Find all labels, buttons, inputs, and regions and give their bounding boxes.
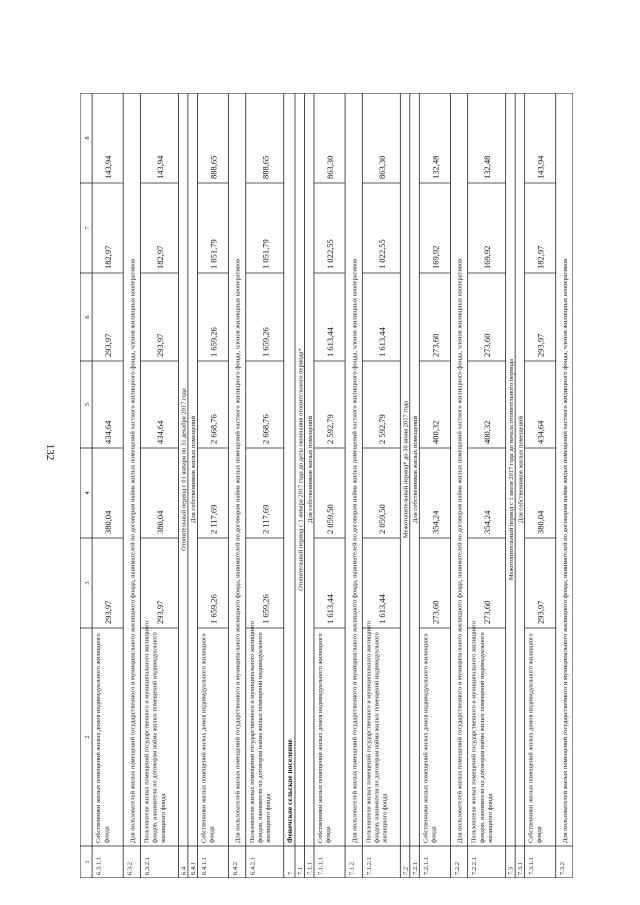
table-row [304,415,313,875]
table-row [419,156,450,875]
table-row [468,156,506,875]
table-header-row [80,136,92,863]
table-row [362,156,400,875]
row-description: Собственники жилых помещений жилых домов индивидуального жилищного [95,633,103,843]
group-description: Для пользователей жилых помещений государственного и муниципального жилищного фонда, нанимателей по договорам найма жилых помещений частного жилищного фонда, членов жилищных кооперативов [561,258,569,843]
header-cell: 4 [84,491,92,495]
value-cell: 293,97 [154,600,165,624]
table-row [400,401,409,875]
row-code: 7.1.1 [306,862,314,875]
value-cell: 380,04 [154,510,165,534]
table-row [450,259,467,875]
row-description: Собственники жилых помещений жилых домов индивидуального жилищного [527,633,535,843]
table-row [515,415,524,875]
value-cell: 293,97 [103,600,114,624]
value-cell: 434,64 [154,420,165,444]
value-cell: 2 059,50 [376,504,387,534]
row-description: фонда [535,826,543,843]
row-code: 7.1.2.1 [365,857,373,875]
table-row [314,156,345,875]
row-code: 6.4.1.1 [200,857,208,875]
page-number: 132 [44,443,56,461]
value-cell: 1 613,44 [376,594,387,624]
table-row [295,348,304,875]
row-code: 7.3.2 [559,862,567,875]
row-description: Пользователи жилых помещений государственного и муниципального жилищного [365,621,373,843]
value-cell: 863,30 [376,155,387,179]
value-cell: 863,30 [325,155,336,179]
row-description: фондов, наниматели по договорам найма жилых помещений индивидуального [256,632,264,843]
section-heading: Для собственников жилых помещений [517,416,525,523]
value-cell: 293,97 [535,600,546,624]
value-cell: 182,97 [103,245,114,269]
table-row [345,259,362,875]
header-cell: 2 [84,735,92,739]
table-row [178,388,187,875]
value-cell: 143,94 [103,155,114,179]
row-code: 7 [287,871,295,875]
row-description: фондов, наниматели по договорам найма жилых помещений индивидуального [373,632,381,843]
value-cell: 132,48 [430,155,441,179]
section-heading: Межотопительный период* до 30 июня 2017 года [402,400,410,539]
row-description: фондов, наниматели по договорам найма жилых помещений индивидуального [151,632,159,843]
value-cell: 400,32 [482,420,493,444]
row-description: Собственники жилых помещений жилых домов индивидуального жилищного [422,633,430,843]
value-cell: 293,97 [103,333,114,357]
header-cell: 7 [84,226,92,230]
value-cell: 1 659,26 [260,327,271,357]
value-cell: 1 022,55 [325,239,336,269]
section-heading: Для собственников жилых помещений [190,416,198,523]
row-description: фонда [325,826,333,843]
value-cell: 2 592,79 [376,414,387,444]
value-cell: 273,60 [482,333,493,357]
header-cell: 5 [84,402,92,407]
row-code: 6.3.1.1 [95,857,103,875]
value-cell: 2 668,76 [260,414,271,444]
table-row [123,259,140,875]
row-code: 6.4.2 [232,862,240,875]
row-code: 7.2.2.1 [471,857,479,875]
row-code: 7.2.1.1 [422,857,430,875]
row-description: фонда [208,826,216,843]
row-description: фондов, наниматели по договорам найма жилых помещений индивидуального [478,632,486,843]
table-row [92,155,123,875]
section-heading: Отопительный период с 1 января 2017 года до даты окончания отопительного периода* [297,348,305,591]
row-description: жилищного фонда [159,793,167,843]
value-cell: 132,48 [482,155,493,179]
header-cell: 8 [84,136,92,140]
tariff-table [80,93,573,878]
value-cell: 380,04 [535,510,546,534]
group-description: Для пользователей жилых помещений государственного и муниципального жилищного фонда, нанимателей по договорам найма жилых помещений частного жилищного фонда, членов жилищных кооперативов [129,258,137,843]
value-cell: 273,60 [482,600,493,624]
value-cell: 1 022,55 [376,239,387,269]
value-cell: 182,97 [154,245,165,269]
row-code: 7.2.1 [411,862,419,875]
value-cell: 273,60 [430,333,441,357]
table-row [140,155,178,875]
row-description: жилищного фонда [265,793,273,843]
row-code: 6.3.2.1 [143,857,151,875]
table-row [229,259,246,875]
section-heading: Для собственников жилых помещений [306,416,314,523]
value-cell: 1 613,44 [325,594,336,624]
value-cell: 143,94 [154,155,165,179]
row-code: 7.1.2 [348,862,356,875]
table-row [246,156,284,875]
value-cell: 2 668,76 [208,414,219,444]
value-cell: 400,32 [430,420,441,444]
value-cell: 888,65 [208,155,219,179]
table-row [197,156,228,875]
row-description: Пользователи жилых помещений государственного и муниципального жилищного [470,621,478,843]
table-row [556,259,573,875]
value-cell: 293,97 [154,333,165,357]
row-code: 7.3.1.1 [528,857,536,875]
table-row [525,155,556,875]
group-description: Для пользователей жилых помещений государственного и муниципального жилищного фонда, нанимателей по договорам найма жилых помещений частного жилищного фонда, членов жилищных кооперативов [234,258,242,843]
section-heading: Межотопительный период с 1 июля 2017 года до начала отопительного периода [507,358,515,581]
row-description: Собственники жилых помещений жилых домов индивидуального жилищного [200,633,208,843]
table-row [284,739,295,875]
section-heading: Для собственников жилых помещений [412,416,420,523]
value-cell: 2 592,79 [325,414,336,444]
value-cell: 182,97 [535,245,546,269]
value-cell: 2 059,50 [325,504,336,534]
value-cell: 888,65 [260,155,271,179]
value-cell: 380,04 [103,510,114,534]
value-cell: 169,92 [482,245,493,269]
value-cell: 1 613,44 [376,327,387,357]
row-code: 6.4.2.1 [249,857,257,875]
header-cell: 3 [84,581,92,585]
value-cell: 2 117,69 [260,504,271,534]
row-description: фонда [430,826,438,843]
row-description: фонда [103,826,111,843]
row-code: 6.3.2 [126,862,134,875]
row-description: жилищного фонда [381,793,389,843]
table-row [188,415,197,875]
value-cell: 1 659,26 [208,594,219,624]
row-code: 7.1 [296,866,304,875]
value-cell: 143,94 [535,155,546,179]
row-code: 7.3 [507,866,515,875]
value-cell: 1 051,79 [208,239,219,269]
value-cell: 1 659,26 [260,594,271,624]
row-code: 7.2 [402,866,410,875]
value-cell: 1 613,44 [325,327,336,357]
table-row [506,359,515,875]
row-code: 7.1.1.1 [317,857,325,875]
value-cell: 273,60 [430,600,441,624]
value-cell: 434,64 [103,420,114,444]
row-description: жилищного фонда [487,793,495,843]
table-rotated-group [80,93,573,878]
row-description: Собственники жилых помещений жилых домов индивидуального жилищного [316,633,324,843]
table-row [410,415,419,875]
settlement-heading: Фенечское сельское поселение [284,739,294,843]
value-cell: 434,64 [535,420,546,444]
group-description: Для пользователей жилых помещений государственного и муниципального жилищного фонда, нанимателей по договорам найма жилых помещений частного жилищного фонда, членов жилищных кооперативов [456,258,464,843]
row-description: Пользователи жилых помещений государственного и муниципального жилищного [143,621,151,843]
value-cell: 293,97 [535,333,546,357]
header-cell: 6 [84,315,92,319]
value-cell: 169,92 [430,245,441,269]
section-heading: Отопительный период с 01 января по 31 декабря 2017 года [180,388,188,551]
row-code: 6.4 [180,866,188,875]
value-cell: 1 659,26 [208,327,219,357]
row-description: Пользователи жилых помещений государственного и муниципального жилищного [248,621,256,843]
row-code: 6.4.1 [189,862,197,875]
value-cell: 1 051,79 [260,239,271,269]
row-code: 7.3.1 [517,862,525,875]
value-cell: 354,24 [430,510,441,534]
value-cell: 2 117,69 [208,504,219,534]
value-cell: 354,24 [482,510,493,534]
row-code: 7.2.2 [453,862,461,875]
header-cell: 1 [84,860,92,864]
group-description: Для пользователей жилых помещений государственного и муниципального жилищного фонда, нанимателей по договорам найма жилых помещений частного жилищного фонда, членов жилищных кооперативов [351,258,359,843]
